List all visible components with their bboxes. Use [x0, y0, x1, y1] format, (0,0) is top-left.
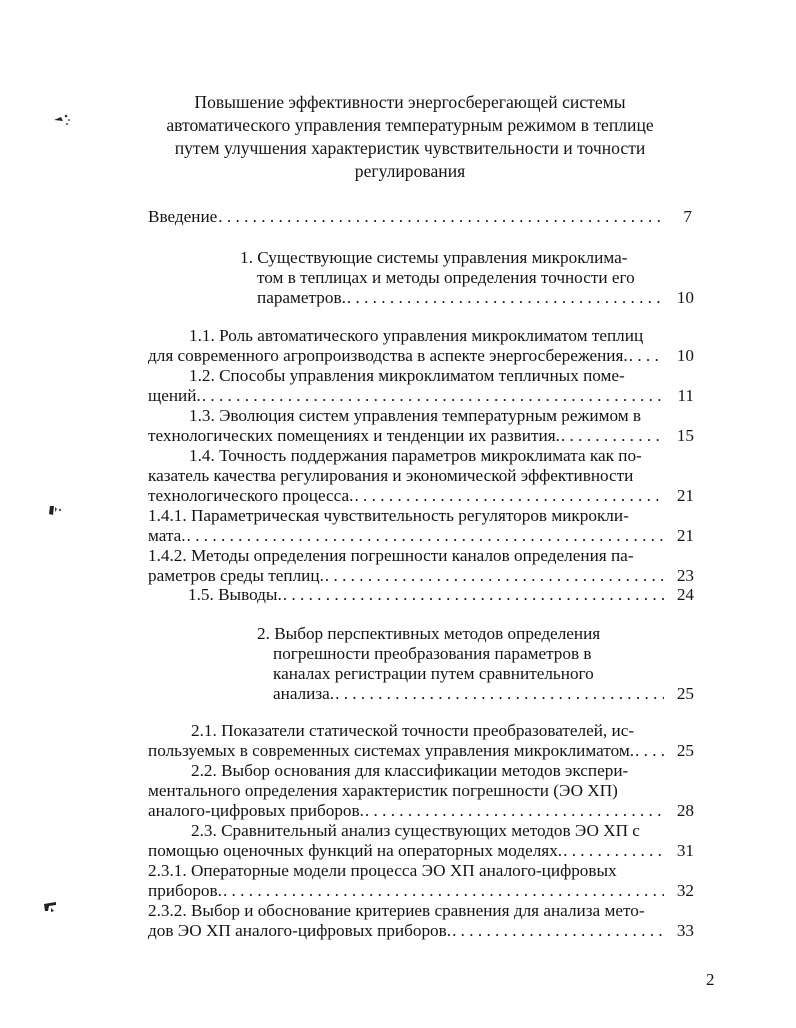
toc-entry-text: анализа. — [273, 684, 335, 703]
toc-entry-text: Введение — [148, 207, 218, 226]
toc-entry-text: мата. — [148, 526, 186, 545]
toc-chapter-1-line: 1. Существующие системы управления микроклима- — [240, 248, 628, 267]
toc-page-number: 25 — [676, 684, 694, 703]
page-number: 2 — [706, 970, 715, 989]
toc-entry-text: помощью оценочных функций на операторных моделях. — [148, 841, 563, 860]
toc-section-line: 1.4.1. Параметрическая чувствительность регуляторов микрокли- — [148, 506, 629, 525]
toc-entry-intro[interactable] — [148, 207, 692, 227]
toc-entry-text: 1.5. Выводы. — [188, 585, 282, 604]
title-line: путем улучшения характеристик чувствительности и точности — [174, 138, 646, 158]
leader-dots — [561, 426, 664, 446]
leader-dots — [354, 486, 664, 506]
toc-entry-text: раметров среды теплиц. — [148, 566, 324, 585]
toc-entry-1-4-2[interactable] — [148, 566, 694, 586]
leader-dots — [563, 841, 664, 861]
leader-dots — [218, 207, 662, 227]
scan-artifact-icon — [42, 899, 64, 913]
toc-page-number: 21 — [676, 486, 694, 505]
title-line: регулирования — [354, 161, 466, 181]
toc-entry-text: для современного агропроизводства в аспекте энергосбережения. — [148, 346, 628, 365]
toc-page-number: 28 — [676, 801, 694, 820]
toc-chapter-2-line: погрешности преобразования параметров в — [273, 644, 592, 663]
leader-dots — [452, 921, 664, 941]
toc-chapter-2-line: каналах регистрации путем сравнительного — [273, 664, 594, 683]
toc-page-number: 11 — [677, 386, 694, 405]
toc-entry-text: дов ЭО ХП аналого-цифровых приборов. — [148, 921, 452, 940]
toc-entry-2-3[interactable] — [148, 841, 694, 861]
toc-section-line: 2.1. Показатели статической точности преобразователей, ис- — [191, 721, 635, 740]
toc-entry-text: параметров. — [257, 288, 346, 307]
leader-dots — [187, 526, 664, 546]
toc-entry-1-5[interactable] — [188, 585, 694, 605]
toc-entry-1-2[interactable] — [148, 386, 694, 406]
toc-chapter-2-line: 2. Выбор перспективных методов определения — [257, 624, 601, 643]
toc-entry-2-2[interactable] — [148, 801, 694, 821]
toc-entry-2-1[interactable] — [148, 741, 694, 761]
toc-page-number: 31 — [676, 841, 694, 860]
toc-section-line: 2.2. Выбор основания для классификации методов экспери- — [191, 761, 629, 780]
toc-page-number: 10 — [676, 288, 694, 307]
leader-dots — [365, 801, 664, 821]
toc-entry-1-1[interactable] — [148, 346, 694, 366]
scan-artifact-icon — [46, 503, 68, 517]
toc-entry-text: приборов. — [148, 881, 222, 900]
toc-entry-1-4-1[interactable] — [148, 526, 694, 546]
toc-page-number: 21 — [676, 526, 694, 545]
toc-section-line: ментального определения характеристик погрешности (ЭО ХП) — [148, 781, 618, 800]
toc-entry-2-3-2[interactable] — [148, 921, 694, 941]
scan-artifact-icon — [52, 112, 74, 126]
toc-section-line: 1.1. Роль автоматического управления микроклиматом теплиц — [189, 326, 644, 345]
toc-section-line: 1.4.2. Методы определения погрешности каналов определения па- — [148, 546, 634, 565]
toc-page-number: 7 — [683, 207, 692, 226]
toc-entry-text: аналого-цифровых приборов. — [148, 801, 364, 820]
document-title — [150, 91, 670, 183]
toc-entry-chapter-1[interactable] — [257, 288, 694, 308]
toc-page-number: 15 — [676, 426, 694, 445]
toc-entry-2-3-1[interactable] — [148, 881, 694, 901]
toc-entry-text: технологического процесса. — [148, 486, 354, 505]
toc-chapter-1-line: том в теплицах и методы определения точности его — [257, 268, 635, 287]
leader-dots — [635, 741, 664, 761]
toc-entry-text: технологических помещениях и тенденции их развития. — [148, 426, 560, 445]
leader-dots — [335, 684, 664, 704]
toc-page-number: 24 — [676, 585, 694, 604]
toc-section-line: 2.3.2. Выбор и обоснование критериев сравнения для анализа мето- — [148, 901, 645, 920]
toc-section-line: 1.2. Способы управления микроклиматом тепличных поме- — [189, 366, 625, 385]
toc-page-number: 10 — [676, 346, 694, 365]
toc-section-line: казатель качества регулирования и экономической эффективности — [148, 466, 634, 485]
toc-page-number: 23 — [676, 566, 694, 585]
title-line: автоматического управления температурным режимом в теплице — [166, 115, 654, 135]
leader-dots — [202, 386, 664, 406]
leader-dots — [283, 585, 664, 605]
toc-entry-1-3[interactable] — [148, 426, 694, 446]
toc-entry-text: пользуемых в современных системах управления микроклиматом. — [148, 741, 635, 760]
toc-page-number: 33 — [676, 921, 694, 940]
toc-section-line: 2.3.1. Операторные модели процесса ЭО ХП аналого-цифровых — [148, 861, 617, 880]
leader-dots — [325, 566, 664, 586]
leader-dots — [347, 288, 664, 308]
toc-entry-1-4[interactable] — [148, 486, 694, 506]
toc-section-line: 1.4. Точность поддержания параметров микроклимата как по- — [189, 446, 642, 465]
toc-section-line: 1.3. Эволюция систем управления температурным режимом в — [189, 406, 642, 425]
leader-dots — [223, 881, 664, 901]
toc-entry-text: щений. — [148, 386, 201, 405]
toc-entry-chapter-2[interactable] — [273, 684, 694, 704]
title-line: Повышение эффективности энергосберегающей системы — [194, 92, 626, 112]
toc-page-number: 32 — [676, 881, 694, 900]
leader-dots — [629, 346, 664, 366]
toc-page-number: 25 — [676, 741, 694, 760]
toc-section-line: 2.3. Сравнительный анализ существующих методов ЭО ХП с — [191, 821, 640, 840]
